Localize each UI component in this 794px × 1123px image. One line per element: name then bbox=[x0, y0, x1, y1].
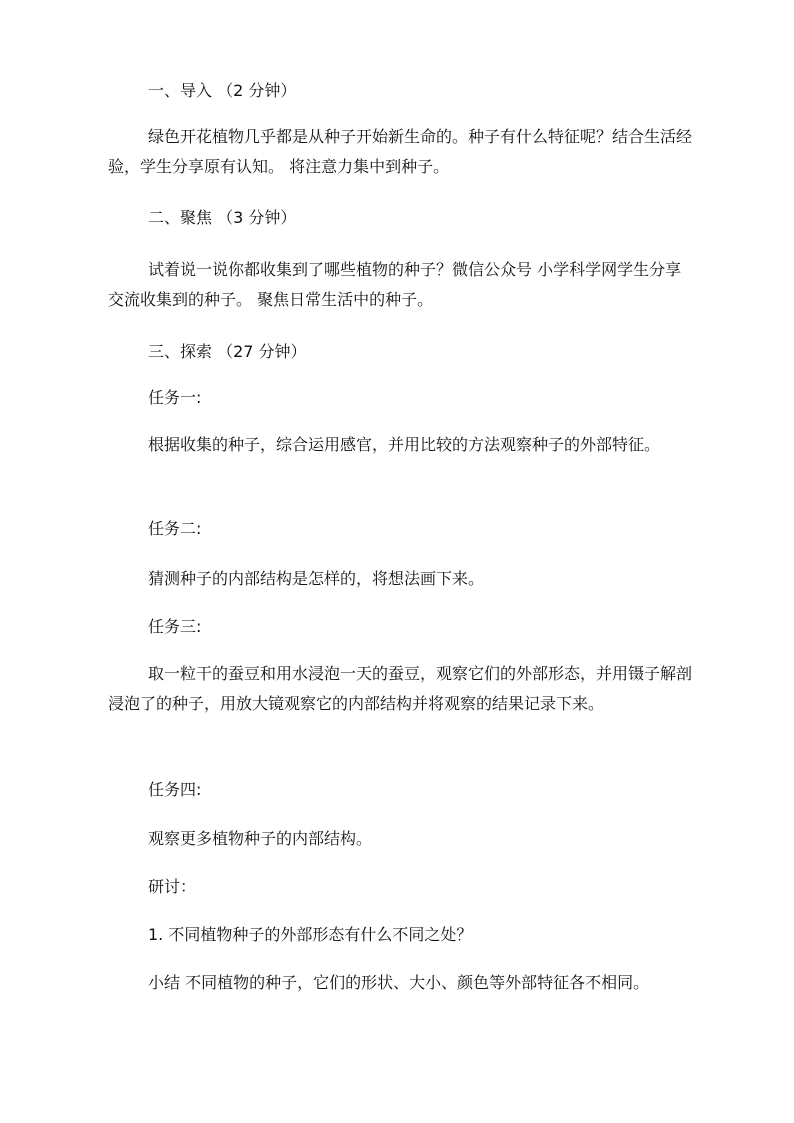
summary-paragraph: 小结 不同植物的种子，它们的形状、大小、颜色等外部特征各不相同。 bbox=[148, 973, 650, 992]
task2-paragraph: 猜测种子的内部结构是怎样的，将想法画下来。 bbox=[148, 569, 485, 588]
task1-paragraph: 根据收集的种子，综合运用感官，并用比较的方法观察种子的外部特征。 bbox=[148, 435, 661, 454]
task4-paragraph: 观察更多植物种子的内部结构。 bbox=[148, 829, 373, 848]
focus-heading: 二、聚焦 （3 分钟） bbox=[148, 208, 297, 227]
task2-heading: 任务二: bbox=[148, 519, 202, 538]
intro-heading: 一、导入 （2 分钟） bbox=[148, 81, 297, 100]
task3-paragraph: 取一粒干的蚕豆和用水浸泡一天的蚕豆，观察它们的外部形态，并用镊子解剖浸泡了的种子，用放大镜观察它的内部结构并将观察的结果记录下来。 bbox=[108, 664, 693, 713]
task3-heading: 任务三: bbox=[148, 617, 202, 636]
intro-paragraph: 绿色开花植物几乎都是从种子开始新生命的。种子有什么特征呢？结合生活经验，学生分享原有认知。 将注意力集中到种子。 bbox=[108, 127, 693, 176]
focus-paragraph: 试着说一说你都收集到了哪些植物的种子？微信公众号 小学科学网学生分享交流收集到的种子。 聚焦日常生活中的种子。 bbox=[108, 260, 682, 309]
explore-heading: 三、探索 （27 分钟） bbox=[148, 342, 307, 361]
task4-heading: 任务四: bbox=[148, 780, 202, 799]
task1-heading: 任务一: bbox=[148, 388, 202, 407]
question-1: 1. 不同植物种子的外部形态有什么不同之处？ bbox=[148, 925, 473, 944]
discuss-heading: 研讨： bbox=[148, 877, 197, 896]
